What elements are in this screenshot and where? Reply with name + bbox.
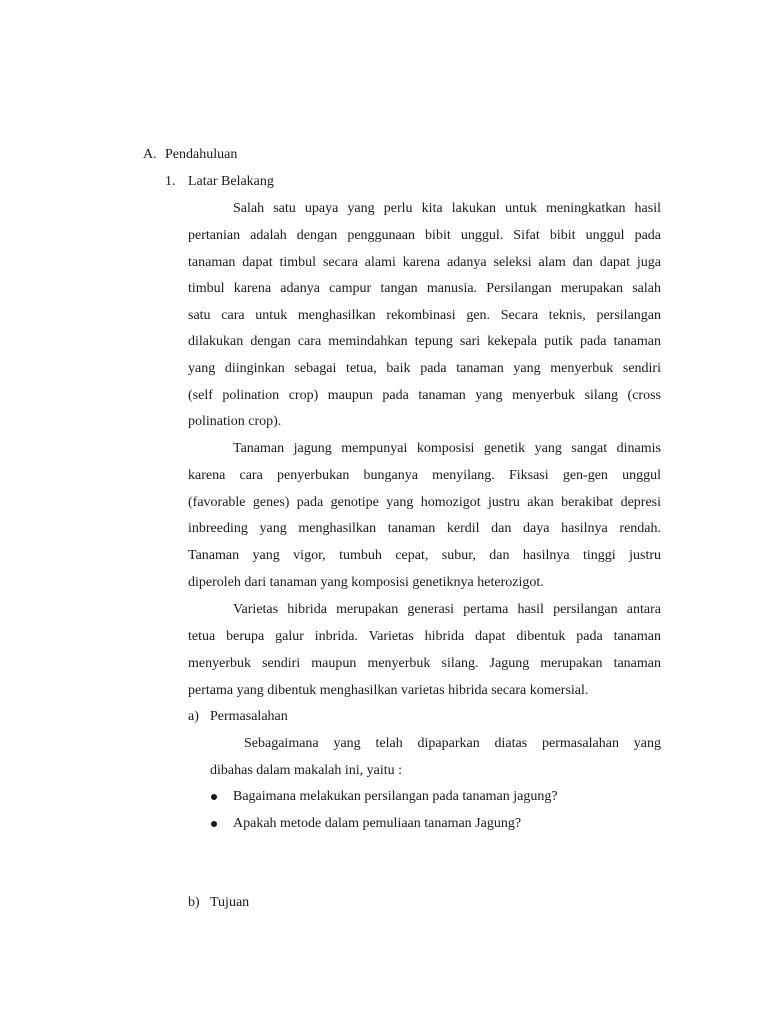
paragraph-line: dilakukan dengan cara memindahkan tepung sari kekepala putik pada tanaman — [188, 334, 661, 349]
bullet-icon — [211, 821, 217, 827]
bullet-item: Bagaimana melakukan persilangan pada tanaman jagung? — [233, 789, 558, 804]
paragraph-line: pertama yang dibentuk menghasilkan varietas hibrida secara komersial. — [188, 683, 589, 698]
paragraph-line: yang diinginkan sebagai tetua, baik pada tanaman yang menyerbuk sendiri — [188, 361, 661, 376]
paragraph-line: menyerbuk sendiri maupun menyerbuk silang. Jagung merupakan tanaman — [188, 656, 661, 671]
paragraph-line: polination crop). — [188, 414, 282, 429]
paragraph-line: pertanian adalah dengan penggunaan bibit unggul. Sifat bibit unggul pada — [188, 228, 661, 243]
paragraph-line: dibahas dalam makalah ini, yaitu : — [210, 763, 403, 778]
paragraph-line: Sebagaimana yang telah dipaparkan diatas permasalahan yang — [244, 736, 661, 751]
permasalahan-heading: Permasalahan — [210, 709, 288, 724]
paragraph-line: diperoleh dari tanaman yang komposisi genetiknya heterozigot. — [188, 575, 544, 590]
paragraph-line: Tanaman yang vigor, tumbuh cepat, subur, dan hasilnya tinggi justru — [188, 548, 661, 563]
bullet-icon — [211, 794, 217, 800]
paragraph-line: Tanaman jagung mempunyai komposisi genetik yang sangat dinamis — [233, 441, 661, 456]
subsubsection-marker: b) — [188, 895, 200, 910]
paragraph-line: Varietas hibrida merupakan generasi pertama hasil persilangan antara — [233, 602, 661, 617]
bullet-item: Apakah metode dalam pemuliaan tanaman Jagung? — [233, 816, 522, 831]
paragraph-line: timbul karena adanya campur tangan manusia. Persilangan merupakan salah — [188, 281, 661, 296]
tujuan-heading: Tujuan — [210, 895, 250, 910]
paragraph-line: tetua berupa galur inbrida. Varietas hibrida dapat dibentuk pada tanaman — [188, 629, 661, 644]
section-heading: Pendahuluan — [165, 147, 238, 162]
paragraph-line: Salah satu upaya yang perlu kita lakukan untuk meningkatkan hasil — [233, 201, 661, 216]
paragraph-line: (favorable genes) pada genotipe yang homozigot justru akan berakibat depresi — [188, 495, 661, 510]
paragraph-line: inbreeding yang menghasilkan tanaman kerdil dan daya hasilnya rendah. — [188, 521, 661, 536]
section-marker: A. — [143, 147, 157, 162]
subsection-heading: Latar Belakang — [188, 174, 274, 189]
subsubsection-marker: a) — [188, 709, 199, 724]
subsection-marker: 1. — [165, 174, 176, 189]
paragraph-line: karena cara penyerbukan bunganya menyilang. Fiksasi gen-gen unggul — [188, 468, 661, 483]
paragraph-line: (self polination crop) maupun pada tanaman yang menyerbuk silang (cross — [188, 388, 661, 403]
paragraph-line: satu cara untuk menghasilkan rekombinasi gen. Secara teknis, persilangan — [188, 308, 661, 323]
paragraph-line: tanaman dapat timbul secara alami karena adanya seleksi alam dan dapat juga — [188, 255, 661, 270]
